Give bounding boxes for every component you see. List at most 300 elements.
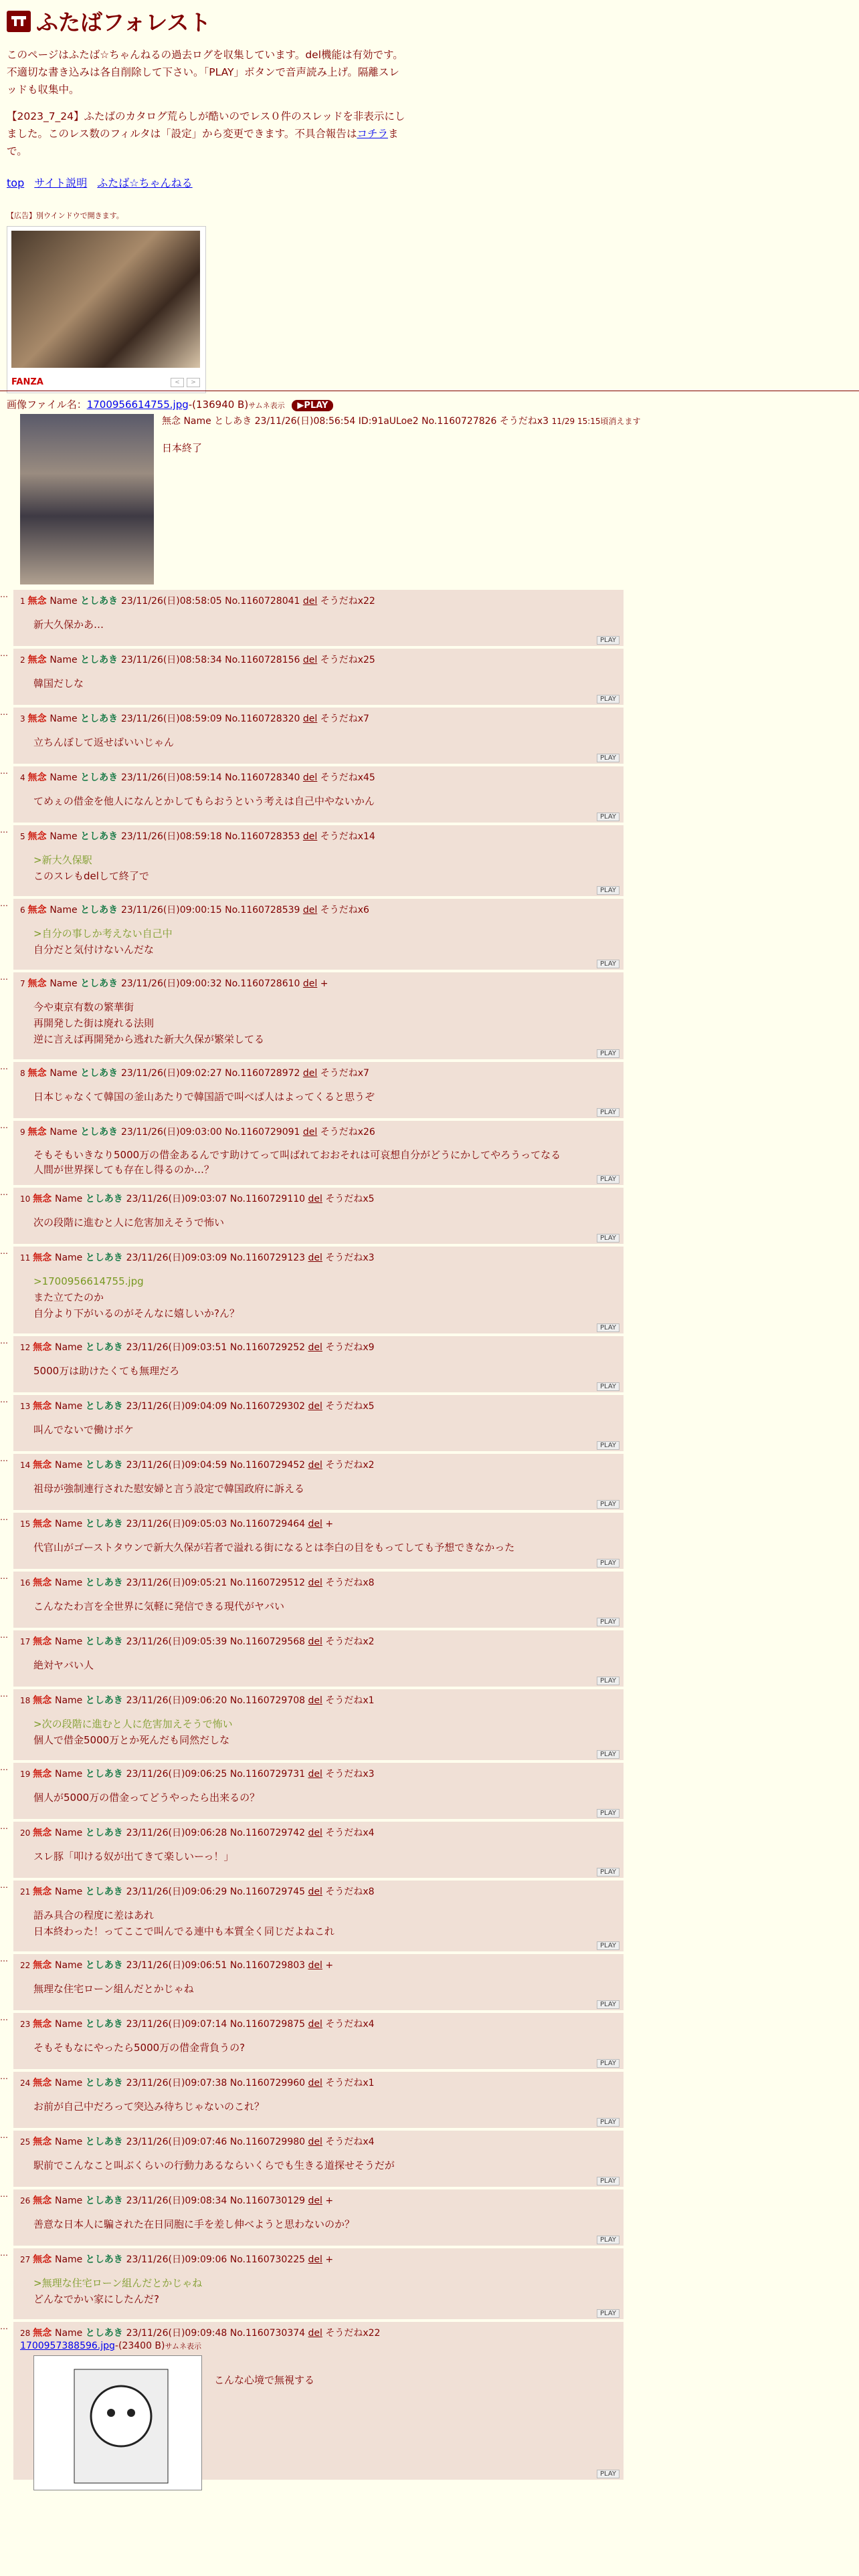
reply-line: 叫んでないで働けボケ [33, 1424, 134, 1436]
reply-date-no: 23/11/26(日)09:05:21 No.1160729512 [126, 1578, 308, 1588]
reply-line: 新大久保かあ… [33, 619, 104, 631]
reply-subject: 無念 [27, 978, 50, 989]
reply-del-link[interactable]: del [308, 1253, 322, 1263]
ad-image[interactable] [11, 231, 200, 368]
reply-date-no: 23/11/26(日)09:06:25 No.1160729731 [126, 1769, 308, 1780]
reply-user: としあき [85, 2078, 126, 2088]
reply-number: 18 [20, 1696, 33, 1705]
reply-date-no: 23/11/26(日)09:04:59 No.1160729452 [126, 1460, 308, 1471]
reply-name-label: Name [54, 1460, 86, 1471]
reply-box [13, 1630, 624, 1687]
reply-play-button[interactable]: PLAY [597, 1677, 619, 1685]
reply-date-no: 23/11/26(日)09:04:09 No.1160729302 [126, 1401, 308, 1412]
reply-line: 次の段階に進むと人に危害加えそうで怖い [33, 1216, 225, 1228]
reply-del-link[interactable]: del [308, 1828, 322, 1838]
reply-sodane[interactable]: そうだねx1 [322, 1695, 375, 1706]
reply-play-button[interactable]: PLAY [597, 2059, 619, 2068]
reply-date-no: 23/11/26(日)09:07:46 No.1160729980 [126, 2137, 308, 2147]
reply-del-link[interactable]: del [302, 1068, 318, 1079]
reply-dots: … [0, 766, 8, 776]
reply-date-no: 23/11/26(日)09:09:48 No.1160730374 [126, 2328, 308, 2339]
reply-name-label: Name [54, 2019, 86, 2030]
reply-number: 19 [20, 1769, 33, 1779]
reply-text [33, 1273, 240, 1321]
reply-subject: 無念 [33, 2195, 55, 2206]
reply-play-button[interactable]: PLAY [597, 960, 619, 968]
reply-play-button[interactable]: PLAY [597, 2470, 619, 2478]
reply-box [13, 708, 624, 764]
reply-play-button[interactable]: PLAY [597, 1941, 619, 1950]
reply-text [33, 1214, 224, 1230]
reply-meta [20, 1576, 375, 1589]
reply-sodane[interactable]: + [322, 1960, 334, 1971]
reply-name-label: Name [50, 905, 81, 916]
reply-del-link[interactable]: del [308, 1460, 322, 1471]
reply-play-button[interactable]: PLAY [597, 886, 619, 895]
reply-sodane[interactable]: そうだねx22 [322, 2328, 381, 2339]
reply-post [0, 766, 624, 823]
reply-user: としあき [85, 2328, 126, 2339]
reply-play-button[interactable]: PLAY [597, 813, 619, 821]
reply-number: 28 [20, 2329, 33, 2338]
reply-text [33, 2099, 264, 2115]
reply-date-no: 23/11/26(日)09:03:07 No.1160729110 [126, 1194, 308, 1204]
reply-date-no: 23/11/26(日)09:06:28 No.1160729742 [126, 1828, 308, 1838]
reply-del-link[interactable]: del [302, 655, 318, 665]
reply-name-label: Name [50, 714, 81, 724]
reply-box [13, 1572, 624, 1628]
reply-name-label: Name [50, 831, 81, 842]
reply-post [0, 1247, 624, 1333]
reply-subject: 無念 [33, 2137, 55, 2147]
reply-meta [20, 1458, 375, 1471]
reply-date-no: 23/11/26(日)08:58:34 No.1160728156 [120, 655, 303, 665]
reply-del-link[interactable]: del [308, 2254, 322, 2265]
reply-sodane[interactable]: そうだねx25 [317, 655, 375, 665]
reply-meta [20, 712, 369, 725]
reply-user: としあき [80, 978, 121, 989]
reply-dots: … [0, 1121, 8, 1130]
reply-post [0, 2322, 624, 2480]
reply-meta [20, 1634, 375, 1648]
reply-sodane[interactable]: そうだねx9 [322, 1342, 375, 1353]
reply-text [33, 1848, 233, 1864]
reply-dots: … [0, 649, 8, 658]
reply-sodane[interactable]: そうだねx4 [322, 1828, 375, 1838]
reply-line: そもそもいきなり5000万の借金あるんです助けてって叫ばれておおそれは可哀想自分がどうにかしてやろうってなる人間が世界探しても存在し得るのか…？ [33, 1149, 561, 1176]
reply-name-label: Name [54, 1253, 86, 1263]
reply-play-button[interactable]: PLAY [597, 2236, 619, 2244]
reply-line: 絶対ヤバい人 [33, 1659, 94, 1671]
reply-sodane[interactable]: そうだねx3 [322, 1253, 375, 1263]
reply-line: スレ豚「叩ける奴が出てきて楽しいーっ！」 [33, 1850, 234, 1862]
reply-play-button[interactable]: PLAY [597, 1382, 619, 1391]
reply-box [13, 1247, 624, 1333]
reply-text [33, 1716, 233, 1748]
reply-name-label: Name [50, 596, 81, 607]
reply-box [13, 825, 624, 896]
reply-number: 1 [20, 597, 28, 606]
reply-subject: 無念 [27, 831, 50, 842]
reply-del-link[interactable]: del [308, 1519, 322, 1529]
reply-date-no: 23/11/26(日)09:07:38 No.1160729960 [126, 2078, 308, 2088]
reply-del-link[interactable]: del [308, 1578, 322, 1588]
reply-name-label: Name [54, 2254, 86, 2265]
reply-date-no: 23/11/26(日)09:07:14 No.1160729875 [126, 2019, 308, 2030]
reply-sodane[interactable]: そうだねx7 [317, 1068, 369, 1079]
reply-number: 25 [20, 2137, 33, 2147]
reply-play-button[interactable]: PLAY [597, 2177, 619, 2185]
reply-number: 15 [20, 1519, 33, 1529]
reply-user: としあき [85, 1695, 126, 1706]
reply-user: としあき [85, 1401, 126, 1412]
reply-del-link[interactable]: del [308, 2195, 322, 2206]
reply-text [33, 1657, 94, 1673]
reply-post [0, 1336, 624, 1392]
reply-play-button[interactable]: PLAY [597, 2309, 619, 2318]
op-file-link[interactable]: 1700956614755.jpg [86, 399, 189, 411]
reply-meta [20, 1399, 375, 1412]
reply-text [33, 2216, 355, 2232]
op-play-button[interactable]: ▶PLAY [292, 400, 333, 411]
reply-text [33, 2275, 202, 2307]
reply-date-no: 23/11/26(日)09:03:00 No.1160729091 [120, 1127, 303, 1138]
reply-del-link[interactable]: del [308, 1194, 322, 1204]
reply-play-button[interactable]: PLAY [597, 636, 619, 645]
reply-del-link[interactable]: del [308, 1401, 322, 1412]
reply-post [0, 2131, 624, 2187]
reply-sodane[interactable]: そうだねx5 [322, 1401, 375, 1412]
nav-links [7, 175, 408, 190]
site-title [7, 5, 408, 37]
reply-name-label: Name [54, 2328, 86, 2339]
reply-date-no: 23/11/26(日)09:06:29 No.1160729745 [126, 1887, 308, 1897]
reply-box [13, 2131, 624, 2187]
reply-meta [20, 2252, 333, 2266]
reply-text [33, 1539, 514, 1555]
reply-play-button[interactable]: PLAY [597, 1441, 619, 1450]
reply-del-link[interactable]: del [308, 1342, 322, 1353]
reply-text [33, 1481, 304, 1497]
reply-sodane[interactable]: そうだねx4 [322, 2019, 375, 2030]
reply-box [13, 1881, 624, 1951]
reply-number: 7 [20, 979, 28, 988]
reply-sodane[interactable]: + [322, 1519, 334, 1529]
reply-dots: … [0, 708, 8, 717]
reply-dots: … [0, 1630, 8, 1640]
reply-subject: 無念 [33, 1769, 55, 1780]
reply-line: 日本終わった！ってここで叫んでる連中も本質全く同じだよねこれ [33, 1925, 335, 1937]
reply-post [0, 2072, 624, 2128]
reply-sodane[interactable]: そうだねx5 [322, 1194, 375, 1204]
reply-name-label: Name [54, 2195, 86, 2206]
reply-sodane[interactable]: そうだねx7 [317, 714, 369, 724]
reply-text [33, 999, 264, 1047]
reply-sodane[interactable]: + [322, 2195, 334, 2206]
reply-post [0, 1062, 624, 1118]
reply-user: としあき [85, 1460, 126, 1471]
reply-date-no: 23/11/26(日)09:08:34 No.1160730129 [126, 2195, 308, 2206]
reply-sodane[interactable]: そうだねx2 [322, 1460, 375, 1471]
reply-box [13, 2013, 624, 2069]
reply-date-no: 23/11/26(日)09:03:51 No.1160729252 [126, 1342, 308, 1353]
reply-play-button[interactable]: PLAY [597, 1809, 619, 1818]
ad-next-icon[interactable]: > [187, 378, 200, 387]
reply-user: としあき [85, 1519, 126, 1529]
reply-play-button[interactable]: PLAY [597, 1618, 619, 1626]
reply-play-button[interactable]: PLAY [597, 1234, 619, 1243]
reply-user: としあき [80, 596, 121, 607]
reply-meta [20, 1125, 375, 1138]
reply-dots: … [0, 1513, 8, 1522]
nav-top-link[interactable]: top [7, 177, 25, 189]
reply-play-button[interactable]: PLAY [597, 2000, 619, 2009]
reply-meta [20, 1340, 375, 1354]
reply-quote: >1700956614755.jpg [33, 1275, 144, 1287]
reply-subject: 無念 [27, 655, 50, 665]
reply-subject: 無念 [33, 2019, 55, 2030]
reply-line: てめぇの借金を他人になんとかしてもらおうという考えは自己中やないかん [33, 795, 375, 807]
reply-meta [20, 594, 375, 607]
nav-about-link[interactable]: サイト説明 [34, 177, 88, 189]
reply-meta [20, 2135, 375, 2148]
reply-number: 2 [20, 655, 28, 665]
reply-text [33, 675, 84, 691]
reply-date-no: 23/11/26(日)09:03:09 No.1160729123 [126, 1253, 308, 1263]
intro-paragraph: このページはふたば☆ちゃんねるの過去ログを収集しています。del機能は有効です。不適切な書き込みは各自削除して下さい。「PLAY」ボタンで音声読み上げ。隔離スレッドも収集中。 [7, 49, 403, 96]
reply-dots: … [0, 825, 8, 835]
reply-text [33, 734, 174, 750]
reply-sodane[interactable]: そうだねx4 [322, 2137, 375, 2147]
ad-prev-icon[interactable]: < [171, 378, 184, 387]
reply-post [0, 1822, 624, 1878]
reply-del-link[interactable]: del [308, 1636, 322, 1647]
reply-meta [20, 2193, 333, 2207]
reply-name-label: Name [54, 1401, 86, 1412]
reply-subject: 無念 [27, 772, 50, 783]
reply-date-no: 23/11/26(日)09:02:27 No.1160728972 [120, 1068, 303, 1079]
reply-number: 27 [20, 2255, 33, 2264]
reply-box [13, 2248, 624, 2319]
op-thumb-toggle[interactable]: サムネ表示 [248, 401, 285, 410]
reply-text [33, 617, 104, 633]
reply-meta [20, 1767, 375, 1780]
reply-sodane[interactable]: そうだねx22 [317, 596, 375, 607]
reply-text [33, 1422, 134, 1438]
reply-number: 23 [20, 2020, 33, 2029]
reply-dots: … [0, 972, 8, 982]
reply-del-link[interactable]: del [302, 905, 318, 916]
reply-user: としあき [85, 1960, 126, 1971]
reply-text [33, 926, 173, 958]
reply-date-no: 23/11/26(日)09:09:06 No.1160730225 [126, 2254, 308, 2265]
reply-play-button[interactable]: PLAY [597, 695, 619, 704]
reply-name-label: Name [50, 1127, 81, 1138]
reply-dots: … [0, 1689, 8, 1699]
reply-sodane[interactable]: そうだねx2 [322, 1636, 375, 1647]
reply-post [0, 899, 624, 970]
reply-box [13, 2072, 624, 2128]
reply-post [0, 1121, 624, 1185]
reply-box [13, 590, 624, 646]
reply-play-button[interactable]: PLAY [597, 1750, 619, 1759]
reply-meta [20, 2326, 380, 2339]
reply-text [33, 2157, 395, 2173]
reply-meta [20, 1885, 375, 1898]
reply-del-link[interactable]: del [308, 1695, 322, 1706]
reply-file-link[interactable]: 1700957388596.jpg [20, 2341, 115, 2351]
reply-user: としあき [85, 1828, 126, 1838]
reply-post [0, 1513, 624, 1569]
reply-play-button[interactable]: PLAY [597, 1108, 619, 1117]
reply-sodane[interactable]: + [322, 2254, 334, 2265]
reply-box [13, 1395, 624, 1451]
reply-dots: … [0, 1454, 8, 1463]
reply-date-no: 23/11/26(日)08:59:14 No.1160728340 [120, 772, 303, 783]
reply-date-no: 23/11/26(日)09:05:03 No.1160729464 [126, 1519, 308, 1529]
reply-line: 語み具合の程度に差はあれ [33, 1909, 155, 1921]
reply-line: 個人で借金5000万とか死んだも同然だしな [33, 1734, 230, 1746]
ad-note: 【広告】別ウインドウで開きます。 [7, 211, 124, 220]
reply-sodane[interactable]: そうだねx45 [317, 772, 375, 783]
reply-box [13, 1822, 624, 1878]
op-thumbnail[interactable] [20, 414, 154, 584]
reply-thumbnail[interactable] [33, 2355, 202, 2490]
reply-post [0, 590, 624, 646]
reply-del-link[interactable]: del [308, 1887, 322, 1897]
reply-name-label: Name [54, 1519, 86, 1529]
bug-report-link[interactable]: コチラ [357, 128, 388, 140]
reply-text [33, 2040, 245, 2056]
reply-subject: 無念 [33, 1578, 55, 1588]
reply-sodane[interactable]: そうだねx6 [317, 905, 369, 916]
site-logo-icon [7, 11, 31, 32]
reply-sodane[interactable]: そうだねx1 [322, 2078, 375, 2088]
reply-thumb-toggle[interactable]: サムネ表示 [165, 2342, 201, 2351]
reply-del-link[interactable]: del [308, 2328, 322, 2339]
reply-box [13, 899, 624, 970]
reply-play-button[interactable]: PLAY [597, 1175, 619, 1184]
reply-post [0, 2248, 624, 2319]
reply-date-no: 23/11/26(日)08:59:09 No.1160728320 [120, 714, 303, 724]
reply-subject: 無念 [33, 1519, 55, 1529]
reply-user: としあき [85, 1342, 126, 1353]
reply-play-button[interactable]: PLAY [597, 754, 619, 762]
reply-user: としあき [80, 831, 121, 842]
reply-del-link[interactable]: del [302, 772, 318, 783]
site-header [0, 0, 416, 393]
reply-text [33, 793, 375, 809]
reply-date-no: 23/11/26(日)09:00:32 No.1160728610 [120, 978, 303, 989]
reply-sodane[interactable]: そうだねx3 [322, 1769, 375, 1780]
reply-text [33, 1148, 569, 1177]
reply-dots: … [0, 1247, 8, 1256]
reply-dots: … [0, 2248, 8, 2258]
reply-play-button[interactable]: PLAY [597, 1049, 619, 1058]
reply-user: としあき [80, 772, 121, 783]
reply-subject: 無念 [33, 2078, 55, 2088]
reply-user: としあき [80, 1068, 121, 1079]
reply-line: 5000万は助けたくても無理だろ [33, 1365, 180, 1377]
reply-post [0, 1763, 624, 1819]
reply-quote: >新大久保駅 [33, 854, 92, 866]
reply-post [0, 1454, 624, 1510]
reply-del-link[interactable]: del [308, 1769, 322, 1780]
reply-sodane[interactable]: そうだねx26 [317, 1127, 375, 1138]
reply-del-link[interactable]: del [302, 831, 318, 842]
reply-post [0, 649, 624, 705]
reply-meta [20, 1066, 369, 1079]
reply-user: としあき [85, 1769, 126, 1780]
reply-del-link[interactable]: del [308, 2137, 322, 2147]
intro-notice: 【2023_7_24】ふたばのカタログ荒らしが酷いのでレス０件のスレッドを非表示にしました。このレス数のフィルタは「設定」から変更できます。不具合報告はコチラまで。 [7, 110, 405, 157]
reply-del-link[interactable]: del [302, 978, 318, 989]
reply-del-link[interactable]: del [308, 2019, 322, 2030]
reply-date-no: 23/11/26(日)08:58:05 No.1160728041 [120, 596, 303, 607]
reply-del-link[interactable]: del [308, 1960, 322, 1971]
reply-number: 12 [20, 1343, 33, 1352]
reply-name-label: Name [54, 1636, 86, 1647]
reply-dots: … [0, 1395, 8, 1404]
reply-number: 5 [20, 832, 28, 841]
reply-user: としあき [85, 1253, 126, 1263]
intro [7, 46, 408, 160]
nav-futaba-link[interactable]: ふたば☆ちゃんねる [97, 177, 193, 189]
reply-box [13, 1954, 624, 2010]
reply-file-size: -(23400 B) [114, 2341, 165, 2351]
reply-subject: 無念 [33, 1253, 55, 1263]
reply-play-button[interactable]: PLAY [597, 2118, 619, 2127]
reply-number: 11 [20, 1253, 33, 1263]
reply-user: としあき [85, 2254, 126, 2265]
reply-play-button[interactable]: PLAY [597, 1500, 619, 1509]
reply-meta [20, 903, 369, 916]
ad-banner[interactable] [7, 226, 206, 393]
reply-play-button[interactable]: PLAY [597, 1559, 619, 1568]
reply-dots: … [0, 2189, 8, 2199]
reply-del-link[interactable]: del [302, 714, 318, 724]
reply-del-link[interactable]: del [308, 2078, 322, 2088]
reply-sodane[interactable]: + [317, 978, 328, 989]
reply-del-link[interactable]: del [302, 1127, 318, 1138]
reply-line: そもそもなにやったら5000万の借金背負うの? [33, 2042, 246, 2054]
reply-meta [20, 1693, 375, 1707]
reply-meta [20, 1958, 333, 1971]
reply-number: 14 [20, 1461, 33, 1470]
reply-user: としあき [80, 655, 121, 665]
reply-post [0, 1572, 624, 1628]
reply-sodane[interactable]: そうだねx8 [322, 1887, 375, 1897]
reply-sodane[interactable]: そうだねx8 [322, 1578, 375, 1588]
op-expire: 11/29 15:15頃消えます [551, 417, 641, 426]
reply-subject: 無念 [27, 714, 50, 724]
reply-box [13, 649, 624, 705]
reply-play-button[interactable]: PLAY [597, 1868, 619, 1876]
reply-number: 6 [20, 905, 28, 915]
reply-name-label: Name [54, 1342, 86, 1353]
reply-number: 9 [20, 1128, 28, 1137]
reply-number: 22 [20, 1961, 33, 1970]
reply-play-button[interactable]: PLAY [597, 1323, 619, 1332]
reply-dots: … [0, 1881, 8, 1890]
reply-subject: 無念 [27, 905, 50, 916]
reply-sodane[interactable]: そうだねx14 [317, 831, 375, 842]
reply-box [13, 1689, 624, 1760]
reply-text [33, 1363, 179, 1379]
reply-name-label: Name [50, 1068, 81, 1079]
reply-del-link[interactable]: del [302, 596, 318, 607]
reply-meta [20, 770, 375, 784]
